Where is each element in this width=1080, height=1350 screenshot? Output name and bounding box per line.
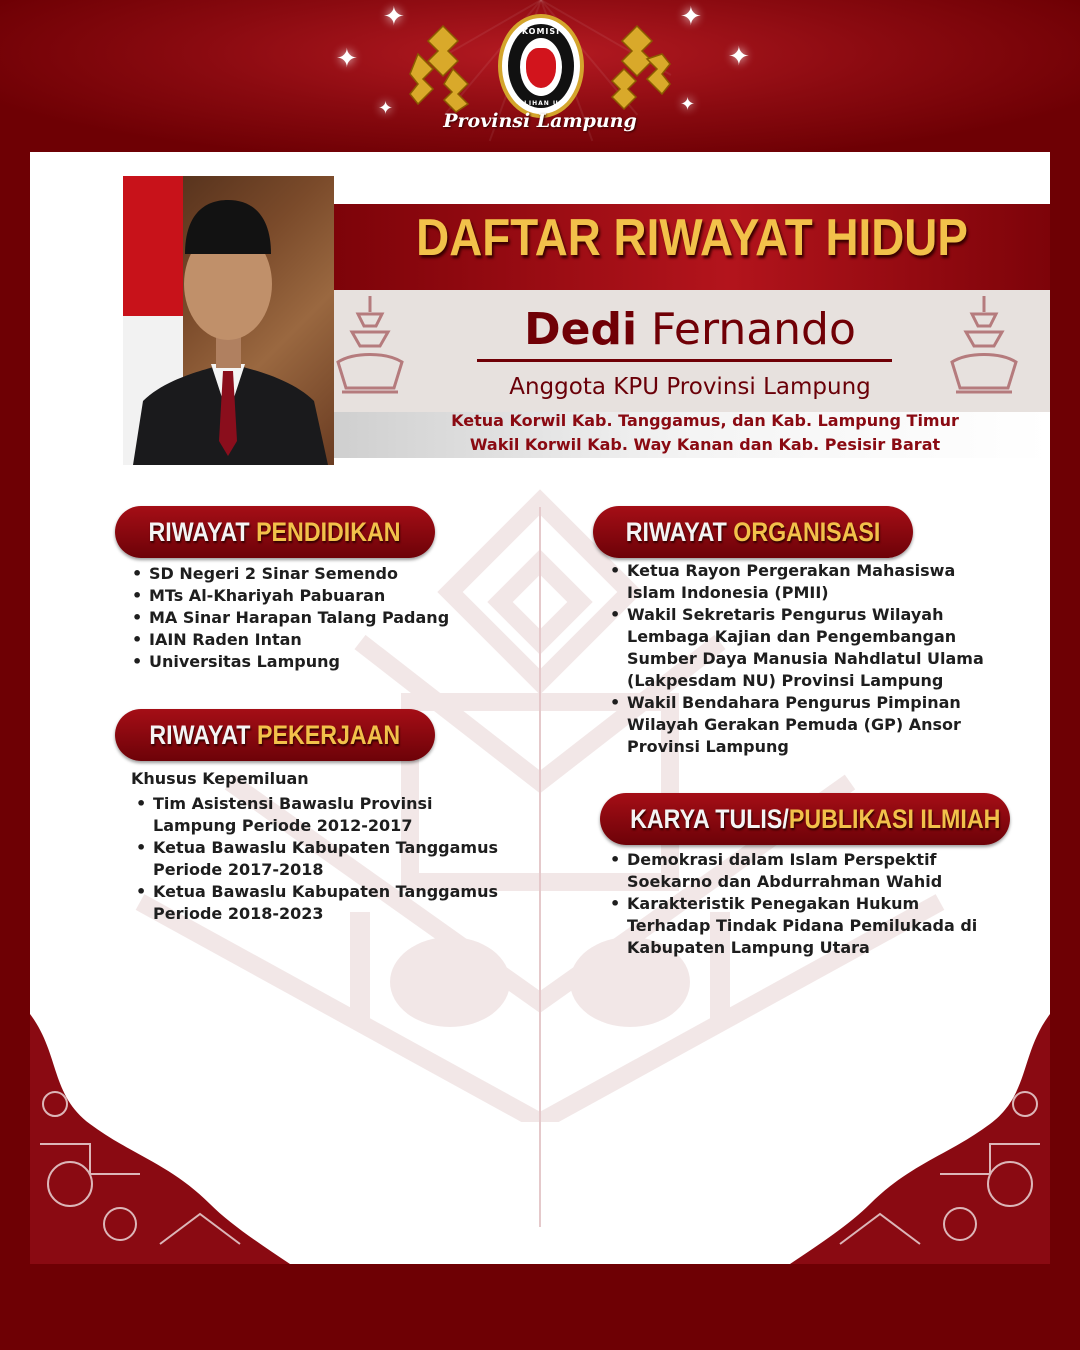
section-header-organisasi: RIWAYAT ORGANISASI xyxy=(593,506,913,558)
section-header-pendidikan: RIWAYAT PENDIDIKAN xyxy=(115,506,435,558)
batik-corner-right-icon xyxy=(790,1014,1050,1264)
list-item: • IAIN Raden Intan xyxy=(129,629,519,651)
sparkle-icon: ✦ xyxy=(680,2,702,32)
cv-card xyxy=(30,152,1050,1264)
list-item: • Wakil Sekretaris Pengurus Wilayah Lembaga Kajian dan Pengembangan Sumber Daya Manusia Nahdlatul Ulama (Lakpesdam NU) Provinsi Lampung xyxy=(607,604,997,692)
logo-text-top: KOMISI xyxy=(521,27,561,36)
name-underline xyxy=(477,359,892,362)
list-item: • MA Sinar Harapan Talang Padang xyxy=(129,607,519,629)
list-item: • Universitas Lampung xyxy=(129,651,519,673)
first-name: Dedi xyxy=(524,304,638,355)
person-name xyxy=(410,304,970,355)
list-item: • Ketua Rayon Pergerakan Mahasiswa Islam Indonesia (PMII) xyxy=(607,560,997,604)
role-line: Wakil Korwil Kab. Way Kanan dan Kab. Pesisir Barat xyxy=(469,435,941,454)
sparkle-icon: ✦ xyxy=(383,2,405,32)
profile-photo xyxy=(123,176,334,465)
region-label: Provinsi Lampung xyxy=(443,110,637,132)
gold-ornament-right-icon xyxy=(602,24,672,114)
sparkle-icon: ✦ xyxy=(378,98,394,119)
list-item: • SD Negeri 2 Sinar Semendo xyxy=(129,563,519,585)
last-name: Fernando xyxy=(651,304,856,355)
section-header-pekerjaan: RIWAYAT PEKERJAAN xyxy=(115,709,435,761)
kpu-logo xyxy=(404,10,676,140)
list-item: • Karakteristik Penegakan Hukum Terhadap Tindak Pidana Pemilukada di Kabupaten Lampung Utara xyxy=(607,893,997,959)
pekerjaan-subtitle: Khusus Kepemiluan xyxy=(131,769,309,788)
pendidikan-list xyxy=(129,563,519,673)
role-line: Ketua Korwil Kab. Tanggamus, dan Kab. Lampung Timur xyxy=(451,411,959,430)
pekerjaan-list xyxy=(133,793,513,925)
list-item: • Demokrasi dalam Islam Perspektif Soekarno dan Abdurrahman Wahid xyxy=(607,849,997,893)
list-item: • Tim Asistensi Bawaslu Provinsi Lampung Periode 2012-2017 xyxy=(133,793,513,837)
person-position: Anggota KPU Provinsi Lampung xyxy=(509,374,871,400)
list-item: • MTs Al-Khariyah Pabuaran xyxy=(129,585,519,607)
sparkle-icon: ✦ xyxy=(336,44,358,74)
list-item: • Ketua Bawaslu Kabupaten Tanggamus Periode 2018-2023 xyxy=(133,881,513,925)
sparkle-icon: ✦ xyxy=(728,42,750,72)
list-item: • Ketua Bawaslu Kabupaten Tanggamus Periode 2017-2018 xyxy=(133,837,513,881)
karya-tulis-list xyxy=(607,849,997,959)
lampung-siger-left-icon xyxy=(334,292,406,410)
list-item: • Wakil Bendahara Pengurus Pimpinan Wilayah Gerakan Pemuda (GP) Ansor Provinsi Lampung xyxy=(607,692,997,758)
organisasi-list xyxy=(607,560,997,758)
batik-corner-left-icon xyxy=(30,1014,290,1264)
sparkle-icon: ✦ xyxy=(680,94,696,115)
kpu-emblem-icon xyxy=(498,14,584,118)
section-header-karya-tulis: KARYA TULIS/PUBLIKASI ILMIAH xyxy=(600,793,1010,845)
gold-ornament-left-icon xyxy=(408,24,478,114)
page-title: DAFTAR RIWAYAT HIDUP xyxy=(416,209,968,267)
logo-text-bottom: PEMILIHAN UMUM xyxy=(503,100,579,107)
column-divider xyxy=(539,507,541,1227)
